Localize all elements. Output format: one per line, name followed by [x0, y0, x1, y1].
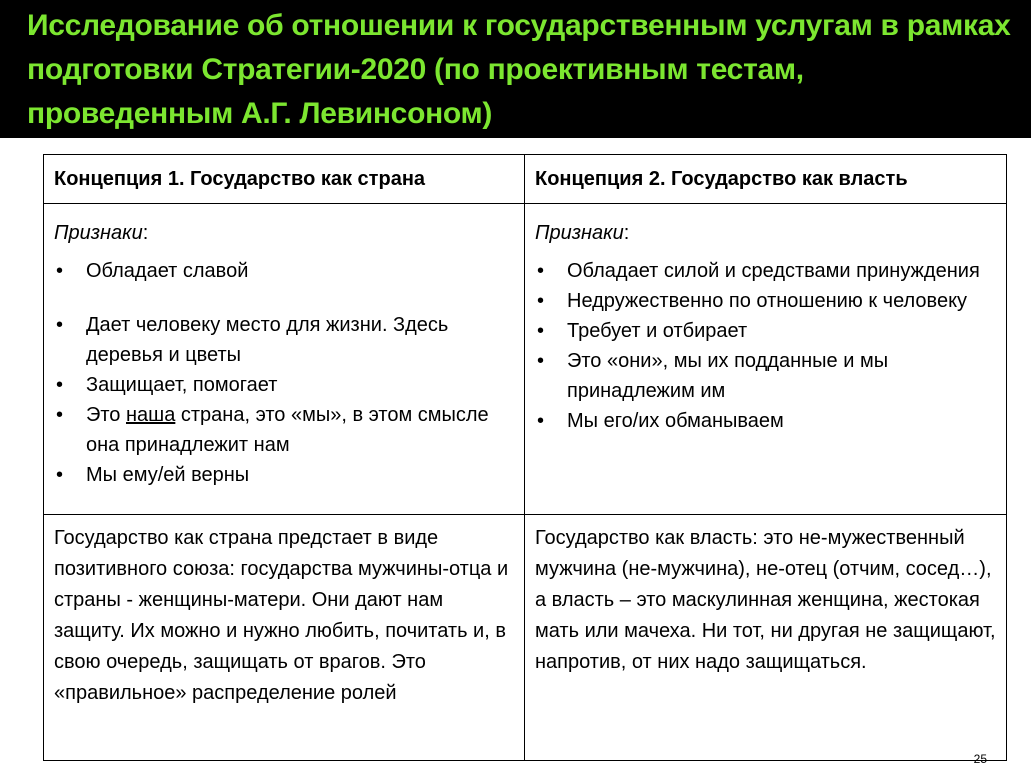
- point-text: Обладает силой и средствами принуждения: [567, 260, 980, 282]
- concept-2-summary: Государство как власть: это не-мужественный мужчина (не-мужчина), не-отец (отчим, сосед…), а власть – это маскулинная женщина, жестокая мать или мачеха. Ни тот, ни другая не защищают, напротив, от них надо защищаться.: [525, 515, 1007, 761]
- point-text-underlined: наша: [126, 404, 176, 426]
- bullet-glyph: •: [56, 464, 64, 486]
- signs-label: Признаки: [54, 222, 143, 244]
- point-text: Мы его/их обманываем: [567, 410, 784, 432]
- concept-1-summary: Государство как страна предстает в виде позитивного союза: государства мужчины-отца и страны - женщины-матери. Они дают нам защиту. Их можно и нужно любить, почитать и, в свою очередь, защищать от врагов. Это «правильное» распределение ролей: [44, 515, 525, 761]
- list-item: [535, 286, 996, 316]
- slide-title: Исследование об отношении к государственным услугам в рамках подготовки Стратегии-2020 (по проективным тестам, проведенным А.Г. Левинсоном): [27, 9, 1011, 130]
- point-text: Защищает, помогает: [86, 374, 278, 396]
- title-bar: [0, 0, 1031, 138]
- bullet-glyph: •: [537, 350, 545, 372]
- bullet-glyph: •: [537, 320, 545, 342]
- bullet-glyph: •: [537, 290, 545, 312]
- signs-colon: :: [142, 222, 149, 244]
- summary-row: [44, 515, 1007, 761]
- list-item: [54, 400, 514, 460]
- signs-label-line: [535, 218, 996, 248]
- point-text-before: Это: [86, 404, 126, 426]
- concepts-table: [43, 154, 1007, 761]
- point-text: Обладает славой: [86, 260, 249, 282]
- bullet-glyph: •: [56, 404, 64, 426]
- point-text: Дает человеку место для жизни. Здесь деревья и цветы: [86, 314, 449, 366]
- point-text: Мы ему/ей верны: [86, 464, 250, 486]
- point-text: Требует и отбирает: [567, 320, 748, 342]
- signs-row: [44, 204, 1007, 515]
- table-header-row: [44, 155, 1007, 204]
- bullet-glyph: •: [537, 410, 545, 432]
- bullet-glyph: •: [56, 374, 64, 396]
- signs-label-line: [54, 218, 514, 248]
- list-item: [535, 346, 996, 406]
- concept-1-points: [54, 256, 514, 490]
- point-text: Недружественно по отношению к человеку: [567, 290, 968, 312]
- point-text-after: страна, это «мы», в этом смысле она принадлежит нам: [86, 404, 489, 456]
- concept-2-signs-cell: [525, 204, 1007, 515]
- bullet-glyph: •: [56, 314, 64, 336]
- bullet-glyph: •: [56, 260, 64, 282]
- list-item: [54, 370, 514, 400]
- signs-colon: :: [623, 222, 630, 244]
- list-item: [535, 316, 996, 346]
- list-item: [535, 406, 996, 436]
- page-number: 25: [973, 752, 987, 766]
- signs-label: Признаки: [535, 222, 624, 244]
- list-item: [535, 256, 996, 286]
- concept-2-header: Концепция 2. Государство как власть: [525, 155, 1007, 204]
- list-item: [54, 256, 514, 286]
- concept-1-signs-cell: [44, 204, 525, 515]
- concept-1-header: Концепция 1. Государство как страна: [44, 155, 525, 204]
- point-text: Это «они», мы их подданные и мы принадлежим им: [567, 350, 889, 402]
- list-item: [54, 460, 514, 490]
- bullet-glyph: •: [537, 260, 545, 282]
- list-item: [54, 310, 514, 370]
- concept-2-points: [535, 256, 996, 436]
